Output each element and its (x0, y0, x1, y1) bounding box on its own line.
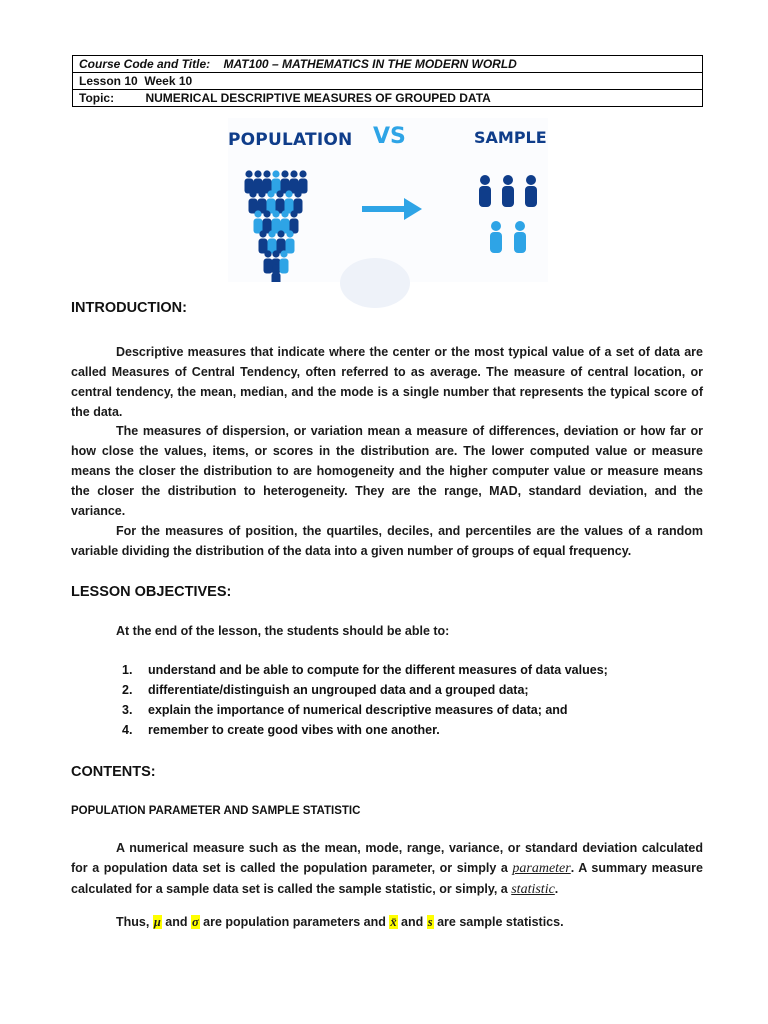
objective-number: 2. (122, 683, 133, 697)
contents-p2-b: are population parameters and (199, 915, 390, 929)
topic-label: Topic: (79, 91, 115, 105)
contents-p1-a: A numerical measure such as the mean, mode, range, variance, or standard deviation calculated for a population data set is called the population parameter, or simply a (71, 841, 703, 875)
objective-number: 3. (122, 703, 133, 717)
lesson-row (73, 73, 703, 90)
statistic-term: statistic (511, 882, 555, 897)
population-people-icon (245, 170, 308, 282)
objective-item (122, 720, 682, 740)
sigma-symbol: σ (191, 915, 199, 929)
objective-item (122, 660, 682, 680)
topic-row (73, 90, 703, 107)
objective-item (122, 680, 682, 700)
contents-p1-c: . (554, 882, 559, 896)
course-row (73, 56, 703, 73)
banner-population-title: POPULATION (228, 130, 353, 150)
objective-number: 1. (122, 663, 133, 677)
contents-p1-b: . A summary measure calculated for a sample data set is called the sample statistic, or simply, a (71, 861, 703, 896)
introduction-heading: INTRODUCTION: (71, 300, 187, 316)
contents-p2-and1: and (161, 915, 191, 929)
population-vs-sample-banner (228, 118, 548, 282)
sample-people-icon (479, 175, 537, 253)
intro-paragraph-1: Descriptive measures that indicate where the center or the most typical value of a set of data are called Measures of Central Tendency, often referred to as average. The measure of central location, or central tendency, the mean, median, and the mode is a single number that represents the typical score of the data. (71, 345, 703, 419)
s-symbol: s (427, 915, 433, 929)
contents-heading: CONTENTS: (71, 764, 156, 780)
course-value: MAT100 – MATHEMATICS IN THE MODERN WORLD (223, 57, 517, 71)
contents-paragraph-1 (71, 838, 703, 900)
topic-value: NUMERICAL DESCRIPTIVE MEASURES OF GROUPED DATA (145, 91, 491, 105)
contents-p2-a: Thus, (116, 915, 153, 929)
parameter-term: parameter (512, 861, 571, 876)
objective-text: explain the importance of numerical descriptive measures of data; and (148, 703, 568, 717)
contents-paragraph-2 (116, 912, 696, 932)
banner-vs-title: VS (373, 124, 406, 149)
contents-subheading: POPULATION PARAMETER AND SAMPLE STATISTIC (71, 805, 361, 817)
course-header-table (72, 55, 703, 107)
objective-text: understand and be able to compute for the different measures of data values; (148, 663, 608, 677)
right-arrow-icon (362, 198, 422, 220)
objective-number: 4. (122, 723, 133, 737)
objective-text: differentiate/distinguish an ungrouped data and a grouped data; (148, 683, 529, 697)
objectives-heading: LESSON OBJECTIVES: (71, 584, 232, 600)
objective-item (122, 700, 682, 720)
course-label: Course Code and Title: (79, 57, 211, 71)
intro-paragraph-3: For the measures of position, the quartiles, deciles, and percentiles are the values of a random variable dividing the distribution of the data into a given number of groups of equal frequency. (71, 524, 703, 558)
xbar-symbol: x̄ (390, 915, 397, 929)
objectives-list (122, 660, 682, 740)
week-label: Week 10 (144, 74, 193, 88)
contents-p2-and2: and (397, 915, 427, 929)
objectives-intro: At the end of the lesson, the students should be able to: (116, 624, 450, 638)
objective-text: remember to create good vibes with one another. (148, 723, 440, 737)
banner-sample-title: SAMPLE (474, 128, 547, 147)
mu-symbol: μ (153, 915, 161, 929)
lesson-label: Lesson 10 (79, 74, 138, 88)
contents-p2-c: are sample statistics. (433, 915, 564, 929)
intro-paragraph-2: The measures of dispersion, or variation mean a measure of differences, deviation or how far or how close the values, items, or scores in the distribution are. The lower computed value or measure means the closer the distribution to are homogeneity and the higher computer value or measure means the closer the distribution to heterogeneity. They are the range, MAD, standard deviation, and the variance. (71, 424, 703, 518)
